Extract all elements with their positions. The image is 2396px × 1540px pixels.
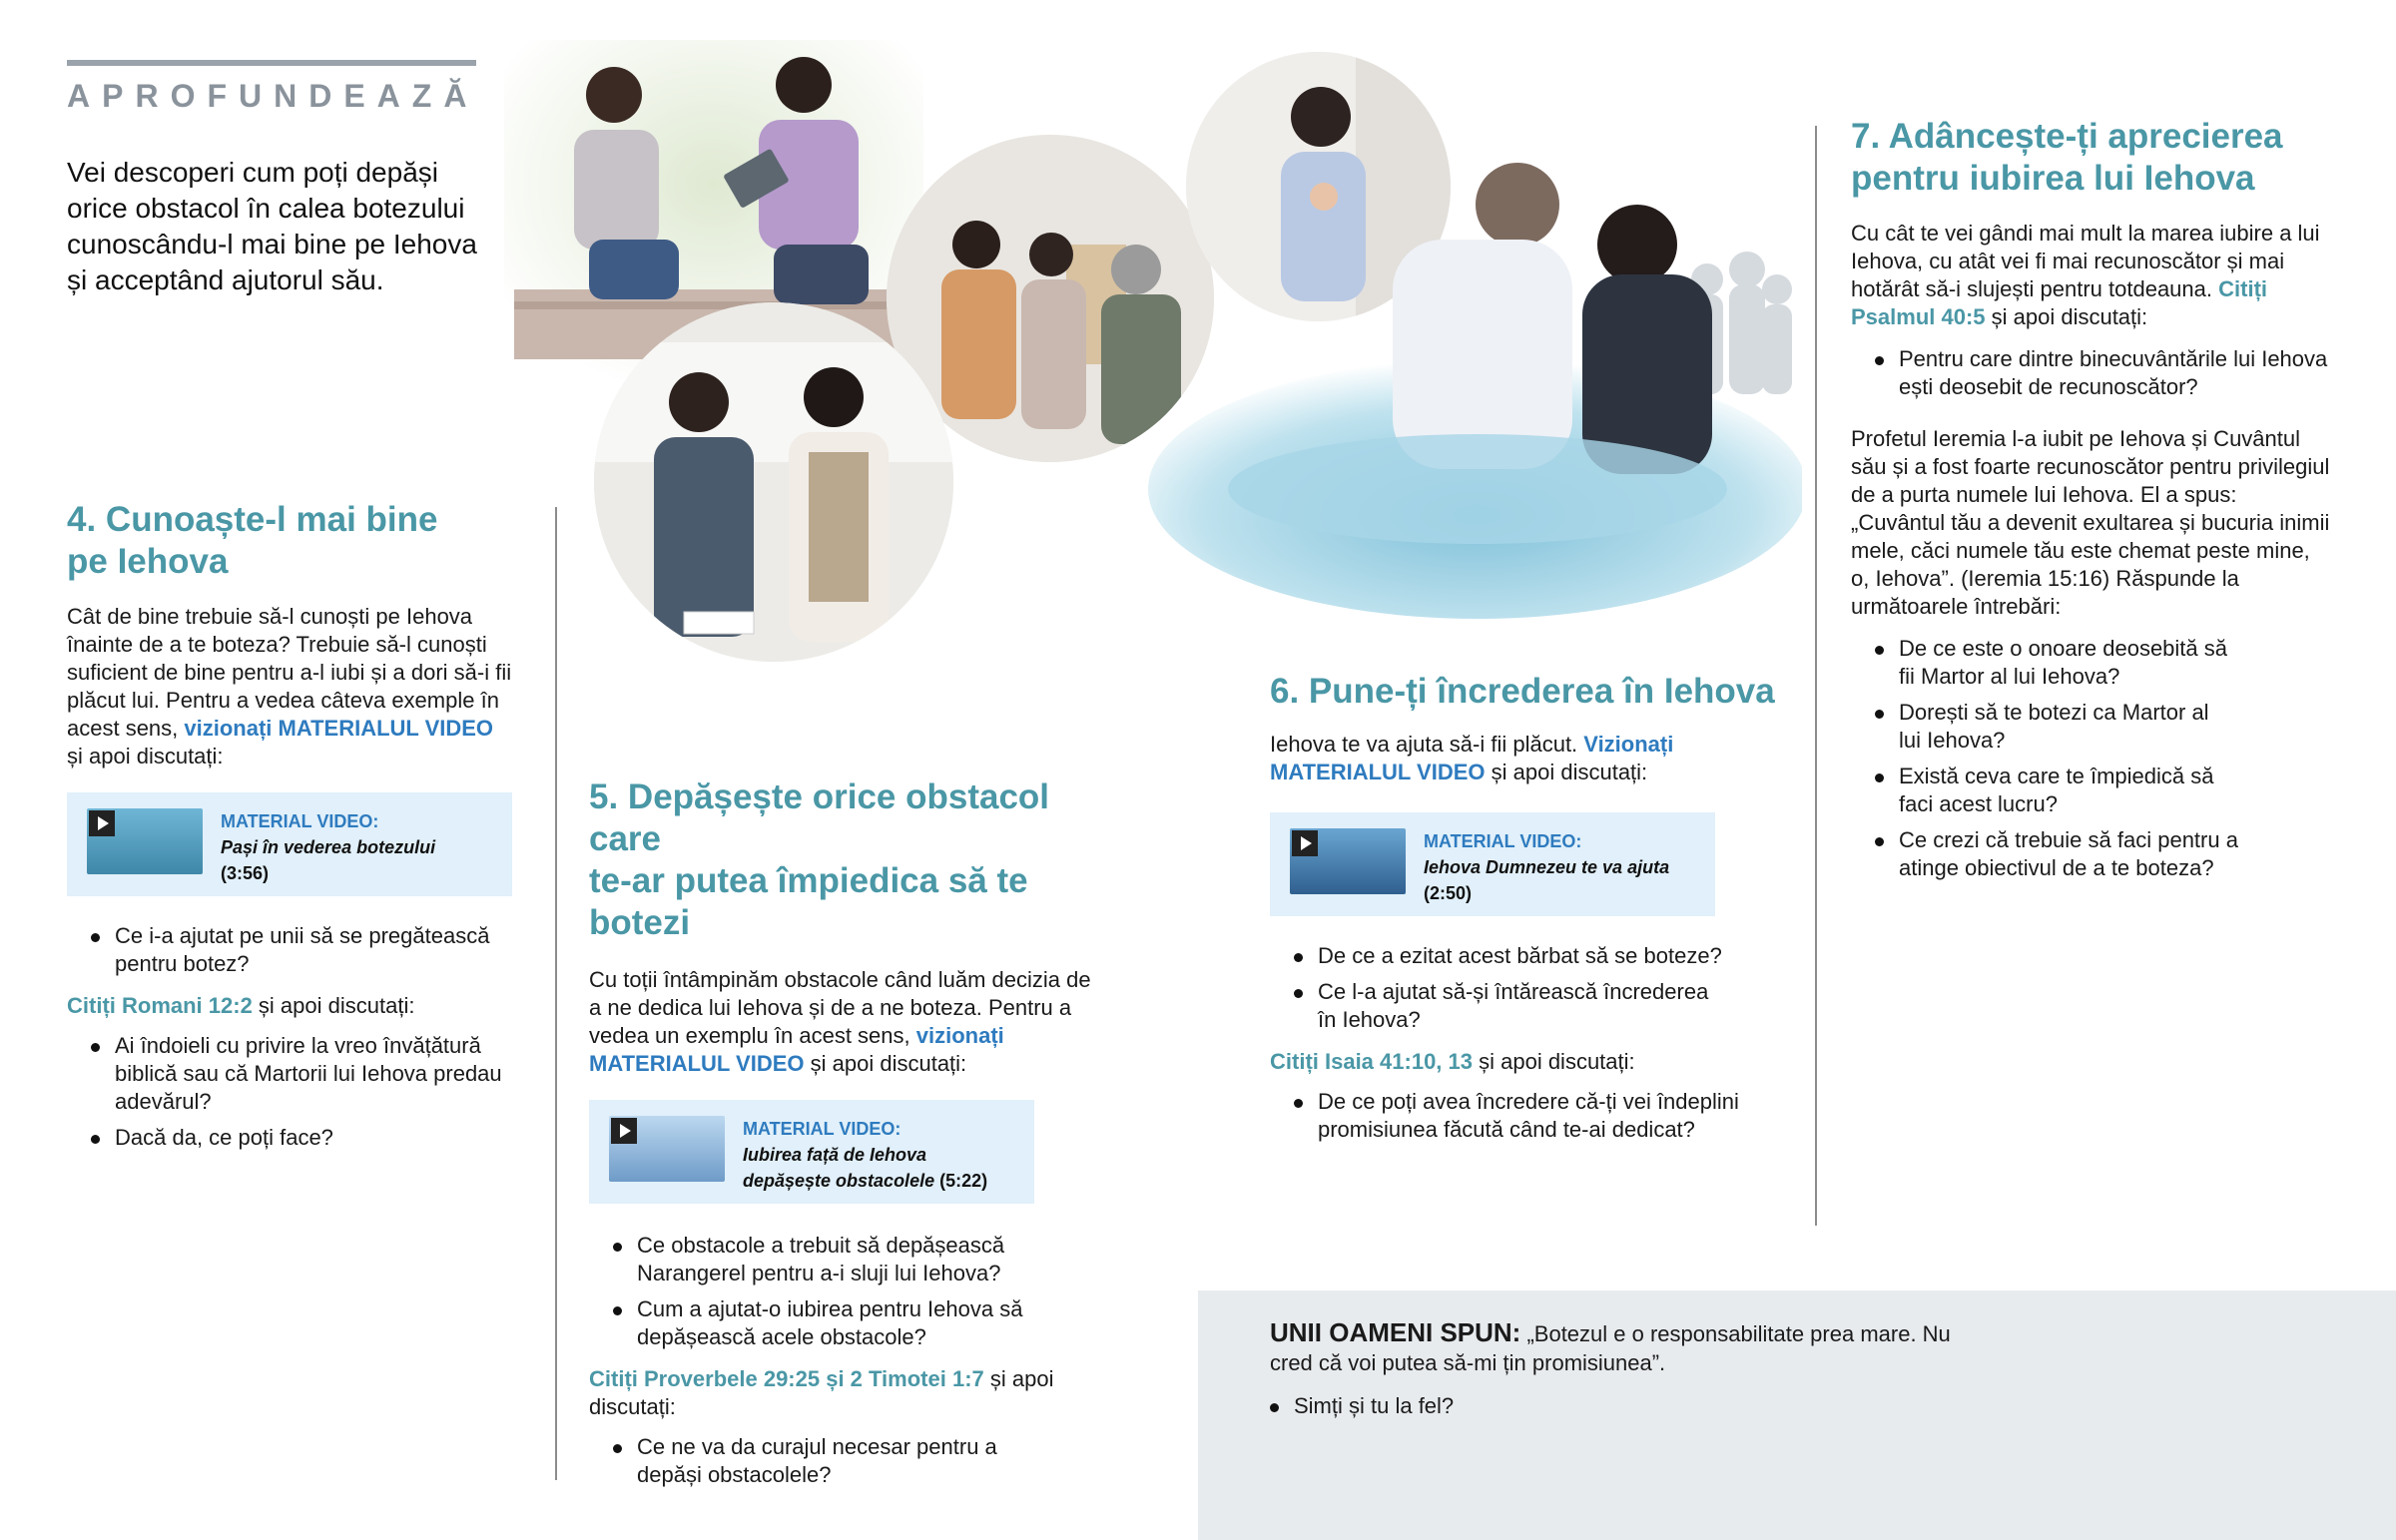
video-link[interactable]: vizionați MATERIALUL VIDEO	[589, 1023, 1004, 1076]
section-7-paragraph-1: Cu cât te vei gândi mai mult la marea iubire a lui Iehova, cu atât vei fi mai recunoscător și mai hotărât să-i slujești pentru totdeauna. Citiți Psalmul 40:5 și apoi discutați:	[1851, 221, 2320, 329]
scripture-prompt: Citiți Proverbele 29:25 și 2 Timotei 1:7 și apoi discutați:	[589, 1366, 1054, 1419]
questions-list	[67, 922, 514, 978]
scripture-link[interactable]: Citiți Psalmul 40:5	[1851, 276, 2268, 329]
section-5-paragraph: Cu toții întâmpinăm obstacole când luăm decizia de a ne dedica lui Iehova și de a ne boteza. Pentru a vedea un exemplu în acest sens, vizionați MATERIALUL VIDEO și apoi discutați:	[589, 967, 1091, 1076]
illustration-kitchen-circle	[594, 302, 953, 662]
scripture-link[interactable]: Citiți Romani 12:2	[67, 993, 253, 1018]
question-item: De ce a ezitat acest bărbat să se boteze?	[1270, 942, 1789, 970]
question-item: Dorești să te botezi ca Martor al lui Iehova?	[1851, 699, 2230, 755]
question-item: Există ceva care te împiedică să faci acest lucru?	[1851, 763, 2230, 818]
question-item: Pentru care dintre binecuvântările lui Iehova ești deosebit de recunoscător?	[1851, 345, 2330, 401]
video-title: Pași în vederea botezului (3:56)	[221, 837, 436, 883]
question-item: Ce i-a ajutat pe unii să se pregătească pentru botez?	[67, 922, 514, 978]
question-item: Ce l-a ajutat să-și întărească încrederea în Iehova?	[1270, 978, 1709, 1034]
play-icon[interactable]	[611, 1118, 637, 1144]
video-title: Iehova Dumnezeu te va ajuta (2:50)	[1424, 857, 1670, 903]
video-thumbnail[interactable]	[87, 808, 203, 874]
section-4-title: 4. Cunoaște-l mai bine pe Iehova	[67, 500, 438, 581]
question-item: Ai îndoieli cu privire la vreo învățătură biblică sau că Martorii lui Iehova predau adevărul?	[67, 1032, 514, 1116]
play-icon[interactable]	[89, 810, 115, 836]
questions-list	[1270, 1088, 1789, 1144]
question-item: De ce poți avea încredere că-ți vei îndeplini promisiunea făcută când te-ai dedicat?	[1270, 1088, 1769, 1144]
people-say-quote: UNII OAMENI SPUN: „Botezul e o responsabilitate prea mare. Nu cred că voi putea să-mi țin promisiunea”.	[1270, 1317, 1951, 1375]
questions-list	[589, 1232, 1128, 1351]
scripture-prompt: Citiți Romani 12:2 și apoi discutați:	[67, 993, 415, 1018]
column-divider-2	[1815, 126, 1817, 1226]
question-item: Ce ne va da curajul necesar pentru a depăși obstacolele?	[589, 1433, 1018, 1489]
people-say-box	[1198, 1290, 2396, 1540]
top-rule	[67, 60, 476, 66]
video-thumbnail[interactable]	[1290, 828, 1406, 894]
play-icon[interactable]	[1292, 830, 1318, 856]
question-item: Cum a ajutat-o iubirea pentru Iehova să depășească acele obstacole?	[589, 1295, 1028, 1351]
video-link[interactable]: vizionați MATERIALUL VIDEO	[184, 716, 494, 741]
section-6-title: 6. Pune-ți încrederea în Iehova	[1270, 672, 1775, 711]
video-label: MATERIAL VIDEO:	[221, 811, 379, 831]
question-item: Simți și tu la fel?	[1246, 1392, 1454, 1420]
section-7	[1851, 116, 2330, 890]
question-item: Ce crezi că trebuie să faci pentru a atinge obiectivul de a te boteza?	[1851, 826, 2270, 882]
section-5	[589, 776, 1128, 1497]
questions-list	[1851, 635, 2330, 882]
video-label: MATERIAL VIDEO:	[1424, 831, 1582, 851]
intro-text: Vei descoperi cum poți depăși orice obstacol în calea botezului cunoscându-l mai bine pe Iehova și acceptând ajutorul său.	[67, 157, 477, 295]
questions-list	[589, 1433, 1128, 1489]
section-7-paragraph-2: Profetul Ieremia l-a iubit pe Iehova și Cuvântul său și a fost foarte recunoscător pentru privilegiul de a purta numele lui Iehova. El a spus: „Cuvântul tău a devenit exultarea și bucuria inimii mele, căci numele tău este chemat peste mine, o, Iehova”. (Ieremia 15:16) Răspunde la următoarele întrebări:	[1851, 426, 2330, 619]
scripture-link[interactable]: Citiți Proverbele 29:25 și 2 Timotei 1:7	[589, 1366, 984, 1391]
scripture-prompt: Citiți Isaia 41:10, 13 și apoi discutați:	[1270, 1049, 1635, 1074]
section-5-title: 5. Depășește orice obstacol care te-ar putea împiedica să te botezi	[589, 777, 1050, 942]
questions-list	[1851, 345, 2330, 401]
section-4	[67, 499, 514, 1160]
video-thumbnail[interactable]	[609, 1116, 725, 1182]
question-item: De ce este o onoare deosebită să fii Martor al lui Iehova?	[1851, 635, 2230, 691]
video-card-s5[interactable]	[589, 1100, 1034, 1204]
video-link[interactable]: Vizionați MATERIALUL VIDEO	[1270, 732, 1674, 784]
questions-list	[1270, 942, 1789, 1034]
question-item: Dacă da, ce poți face?	[67, 1124, 514, 1152]
section-7-title: 7. Adâncește-ți aprecierea pentru iubirea lui Iehova	[1851, 117, 2283, 198]
scripture-link[interactable]: Citiți Isaia 41:10, 13	[1270, 1049, 1473, 1074]
section-6-paragraph: Iehova te va ajuta să-i fii plăcut. Vizionați MATERIALUL VIDEO și apoi discutați:	[1270, 732, 1674, 784]
question-item: Ce obstacole a trebuit să depășească Narangerel pentru a-i sluji lui Iehova?	[589, 1232, 1028, 1287]
video-label: MATERIAL VIDEO:	[743, 1119, 901, 1139]
questions-list	[1246, 1392, 1454, 1428]
questions-list	[67, 1032, 514, 1152]
section-6	[1270, 671, 1789, 1152]
people-say-label: UNII OAMENI SPUN:	[1270, 1317, 1521, 1347]
video-card-s4[interactable]	[67, 792, 512, 896]
video-card-s6[interactable]	[1270, 812, 1715, 916]
section-4-paragraph: Cât de bine trebuie să-l cunoști pe Iehova înainte de a te boteza? Trebuie să-l cunoști suficient de bine pentru a-l iubi și a dori să-i fii plăcut lui. Pentru a vedea câteva exemple în acest sens, vizionați MATERIALUL VIDEO și apoi discutați:	[67, 604, 512, 769]
column-divider-1	[555, 507, 557, 1480]
illustration-baptism	[1058, 150, 1802, 629]
video-title: Iubirea față de Iehova depășește obstacolele (5:22)	[743, 1145, 988, 1191]
section-kicker: APROFUNDEAZĂ	[67, 78, 479, 114]
